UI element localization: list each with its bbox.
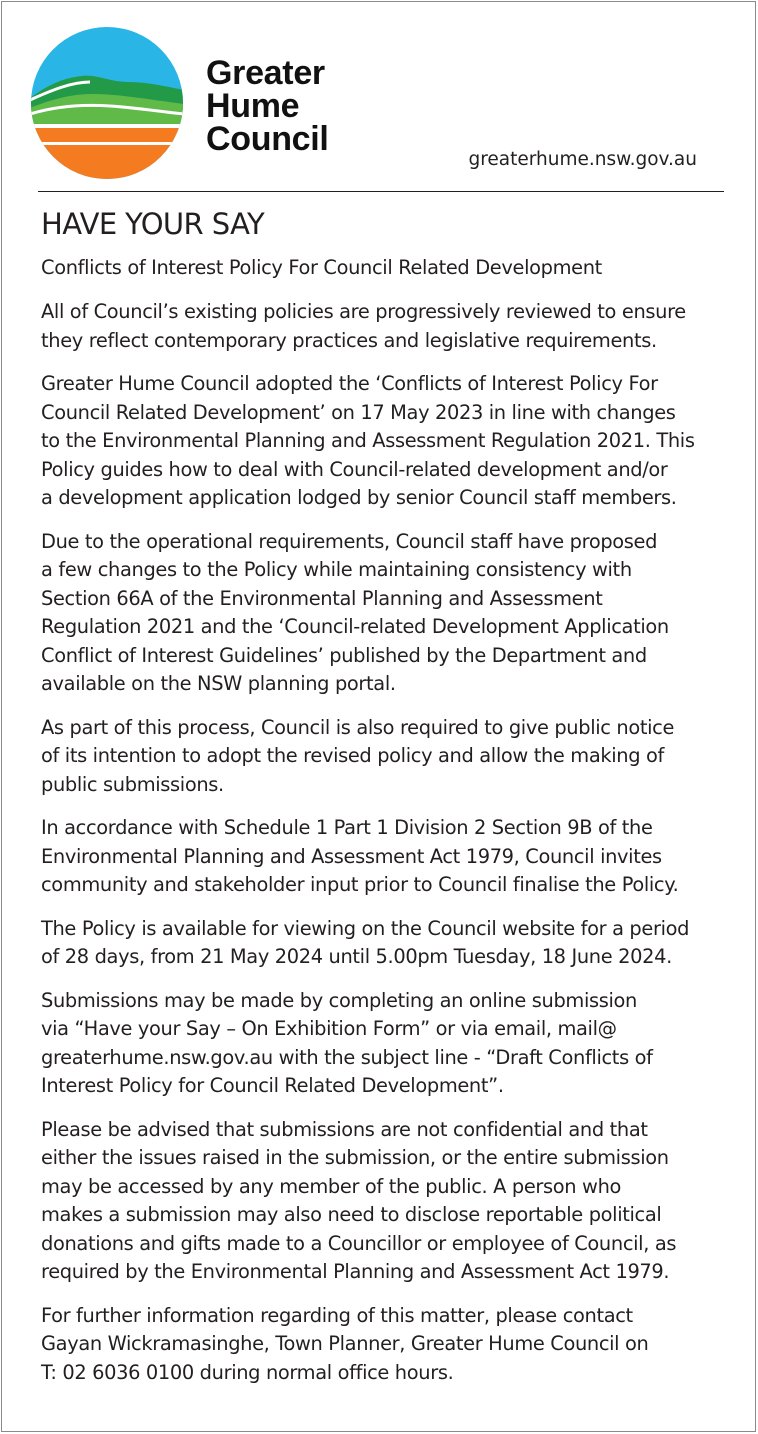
notice-subheading: Conflicts of Interest Policy For Council Related Development: [41, 256, 602, 279]
notice-frame: [1, 1, 756, 1432]
paragraph-line: a development application lodged by senior Council staff members.: [41, 486, 677, 509]
header-divider: [38, 191, 724, 192]
paragraph-line: donations and gifts made to a Councillor or employee of Council, as: [41, 1231, 677, 1255]
paragraph-line: Council Related Development’ on 17 May 2023 in line with changes: [41, 400, 676, 424]
paragraph-line: a few changes to the Policy while maintaining consistency with: [41, 558, 632, 581]
paragraph-line: Submissions may be made by completing an online submission: [41, 988, 637, 1012]
paragraph-line: All of Council’s existing policies are progressively reviewed to ensure: [41, 300, 686, 323]
paragraph-7: [41, 987, 723, 1101]
paragraph-line: of 28 days, from 21 May 2024 until 5.00pm Tuesday, 18 June 2024.: [41, 945, 672, 968]
paragraph-line: Gayan Wickramasinghe, Town Planner, Greater Hume Council on: [41, 1332, 649, 1355]
council-name: [206, 54, 329, 158]
paragraph-line: either the issues raised in the submission, or the entire submission: [41, 1146, 669, 1169]
paragraph-line: Conflict of Interest Guidelines’ published by the Department and: [41, 643, 647, 667]
paragraph-line: Greater Hume Council adopted the ‘Conflicts of Interest Policy For: [41, 372, 658, 395]
paragraph-line: Policy guides how to deal with Council-related development and/or: [41, 457, 668, 481]
paragraph-line: they reflect contemporary practices and legislative requirements.: [41, 328, 657, 352]
paragraph-3: [41, 528, 723, 699]
website-url: greaterhume.nsw.gov.au: [468, 149, 697, 170]
paragraph-8: [41, 1116, 723, 1287]
paragraph-line: via “Have your Say – On Exhibition Form” or via email, mail@: [41, 1017, 617, 1040]
council-name-line-1: Greater: [206, 54, 325, 92]
paragraph-5: [41, 814, 723, 900]
paragraph-line: Environmental Planning and Assessment Act 1979, Council invites: [41, 844, 662, 868]
paragraph-line: T: 02 6036 0100 during normal office hours.: [41, 1360, 454, 1384]
notice-body: [41, 206, 723, 1402]
paragraph-line: The Policy is available for viewing on the Council website for a period: [41, 916, 690, 940]
paragraph-line: required by the Environmental Planning and Assessment Act 1979.: [41, 1260, 670, 1283]
paragraph-line: Interest Policy for Council Related Development”.: [41, 1074, 504, 1097]
notice-heading: HAVE YOUR SAY: [41, 207, 265, 241]
paragraph-line: may be accessed by any member of the public. A person who: [41, 1174, 622, 1198]
paragraph-line: available on the NSW planning portal.: [41, 672, 396, 695]
paragraph-9: [41, 1302, 723, 1388]
paragraph-line: greaterhume.nsw.gov.au with the subject line - “Draft Conflicts of: [41, 1045, 653, 1069]
paragraph-line: Due to the operational requirements, Council staff have proposed: [41, 529, 658, 553]
paragraph-line: makes a submission may also need to disclose reportable political: [41, 1203, 662, 1226]
paragraph-line: public submissions.: [41, 772, 224, 796]
council-name-line-2: Hume: [206, 87, 300, 125]
paragraph-line: As part of this process, Council is also required to give public notice: [41, 715, 675, 739]
paragraph-line: Section 66A of the Environmental Planning and Assessment: [41, 586, 603, 610]
paragraph-line: In accordance with Schedule 1 Part 1 Division 2 Section 9B of the: [41, 816, 653, 839]
paragraph-line: community and stakeholder input prior to Council finalise the Policy.: [41, 873, 679, 896]
paragraph-line: Regulation 2021 and the ‘Council-related Development Application: [41, 615, 669, 638]
council-name-line-3: Council: [206, 120, 329, 158]
paragraph-2: [41, 370, 723, 513]
paragraph-6: [41, 915, 723, 972]
council-logo-icon: [30, 26, 184, 180]
paragraph-line: Please be advised that submissions are not confidential and that: [41, 1117, 648, 1141]
paragraph-line: to the Environmental Planning and Assessment Regulation 2021. This: [41, 429, 695, 452]
paragraph-1: [41, 298, 723, 355]
paragraph-line: of its intention to adopt the revised policy and allow the making of: [41, 744, 664, 767]
paragraph-line: For further information regarding of this matter, please contact: [41, 1303, 633, 1327]
paragraph-4: [41, 714, 723, 800]
